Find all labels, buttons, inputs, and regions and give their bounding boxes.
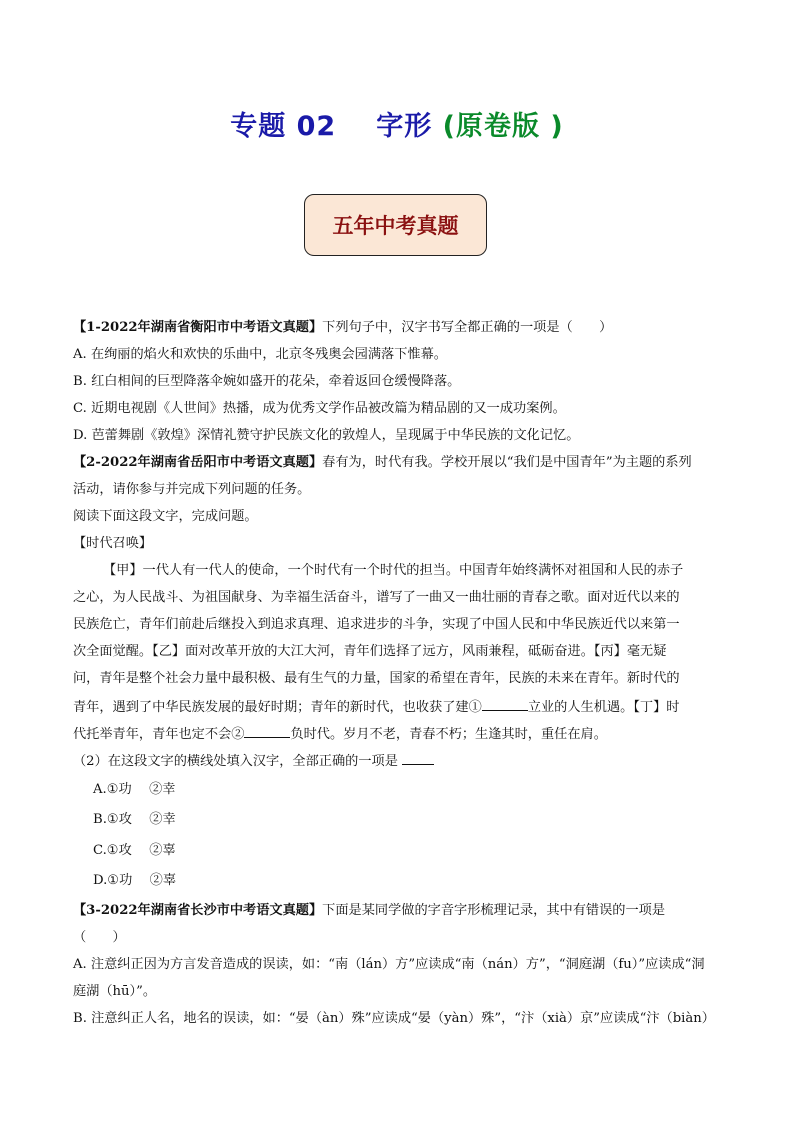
- q2-option-c: C.①攻 ②辜: [93, 843, 176, 858]
- q1-option-a: A. 在绚丽的焰火和欢快的乐曲中，北京冬残奥会园满落下惟幕。: [73, 347, 447, 362]
- q2-stem-2: 活动，请你参与并完成下列问题的任务。: [73, 482, 311, 497]
- q1-source: 【1-2022年湖南省衡阳市中考语文真题】: [73, 320, 323, 335]
- q1-option-c: C. 近期电视剧《人世间》热播，成为优秀文学作品被改篇为精品剧的又一成功案例。: [73, 401, 566, 416]
- q2-option-b: B.①攻 ②幸: [93, 812, 176, 827]
- blank-1[interactable]: [482, 698, 528, 711]
- q3-option-a-2: 庭湖（hū）”。: [73, 984, 157, 999]
- title-version: (原卷版 ): [442, 111, 564, 142]
- q2-passage-line-2: 之心，为人民战斗、为祖国献身、为幸福生活奋斗，谱写了一曲又一曲壮丽的青春之歌。面对近代以来的: [73, 590, 680, 605]
- q2-sub-question: [73, 752, 434, 770]
- q2-passage-6a: 青年，遇到了中华民族发展的最好时期；青年的新时代，也收获了建①: [73, 700, 482, 715]
- q2-passage-line-4: 次全面觉醒。【乙】面对改革开放的大江大河，青年们选择了远方，风雨兼程，砥砺奋进。【丙】毫无疑: [73, 644, 667, 659]
- q1-stem-line: [73, 320, 612, 336]
- q2-passage-line-5: 问，青年是整个社会力量中最积极、最有生气的力量，国家的希望在青年，民族的未来在青年。新时代的: [73, 671, 680, 686]
- q2-passage-6b: 立业的人生机遇。【丁】时: [527, 700, 680, 715]
- q1-option-d: D. 芭蕾舞剧《敦煌》深情礼赞守护民族文化的敦煌人，呈现属于中华民族的文化记忆。: [73, 428, 580, 443]
- q2-source: 【2-2022年湖南省岳阳市中考语文真题】: [73, 455, 323, 470]
- q3-source: 【3-2022年湖南省长沙市中考语文真题】: [73, 903, 323, 918]
- q3-option-a-1: A. 注意纠正因为方言发音造成的误读，如：“南（lán）方”应读成“南（nán）方”，“洞庭湖（fu）”应读成“洞: [73, 957, 705, 972]
- section-banner: 五年中考真题: [304, 194, 487, 256]
- answer-blank[interactable]: [402, 752, 434, 765]
- q2-option-a: A.①功 ②幸: [93, 782, 176, 797]
- title-topic: 字形: [376, 111, 433, 142]
- q2-passage-7b: 负时代。岁月不老，青春不朽；生逢其时，重任在肩。: [290, 727, 607, 742]
- page-title: [0, 104, 794, 143]
- q2-passage-line-6: [73, 698, 679, 716]
- q3-stem-line: [73, 903, 665, 919]
- q3-paren: （ ）: [73, 930, 126, 945]
- q3-stem: 下面是某同学做的字音字形梳理记录，其中有错误的一项是: [322, 903, 666, 918]
- blank-2[interactable]: [244, 725, 290, 738]
- q2-passage-7a: 代托举青年，青年也定不会②: [73, 727, 245, 742]
- q2-passage-line-3: 民族危亡，青年们前赴后继投入到追求真理、追求进步的斗争，实现了中国人民和中华民族近代以来第一: [73, 617, 680, 632]
- q2-option-d: D.①功 ②辜: [93, 873, 177, 888]
- q2-stem-line: [73, 455, 692, 471]
- q2-section: 【时代召唤】: [73, 536, 153, 551]
- q2-stem-1: 春有为，时代有我。学校开展以“我们是中国青年”为主题的系列: [322, 455, 692, 470]
- q2-sub-question-text: （2）在这段文字的横线处填入汉字，全部正确的一项是: [73, 754, 398, 769]
- q3-option-b-1: B. 注意纠正人名，地名的误读，如：“晏（àn）殊”应读成“晏（yàn）殊”，“汴（xià）京”应读成“汴（biàn）: [73, 1011, 715, 1026]
- q2-passage-line-1: 【甲】一代人有一代人的使命，一个时代有一个时代的担当。中国青年始终满怀对祖国和人民的赤子: [103, 563, 684, 578]
- title-main: 专题 02: [230, 111, 337, 142]
- q1-stem: 下列句子中，汉字书写全都正确的一项是（ ）: [322, 320, 613, 335]
- q2-instruction: 阅读下面这段文字，完成问题。: [73, 509, 258, 524]
- q2-passage-line-7: [73, 725, 607, 743]
- q1-option-b: B. 红白相间的巨型降落伞婉如盛开的花朵，牵着返回仓缓慢降落。: [73, 374, 461, 389]
